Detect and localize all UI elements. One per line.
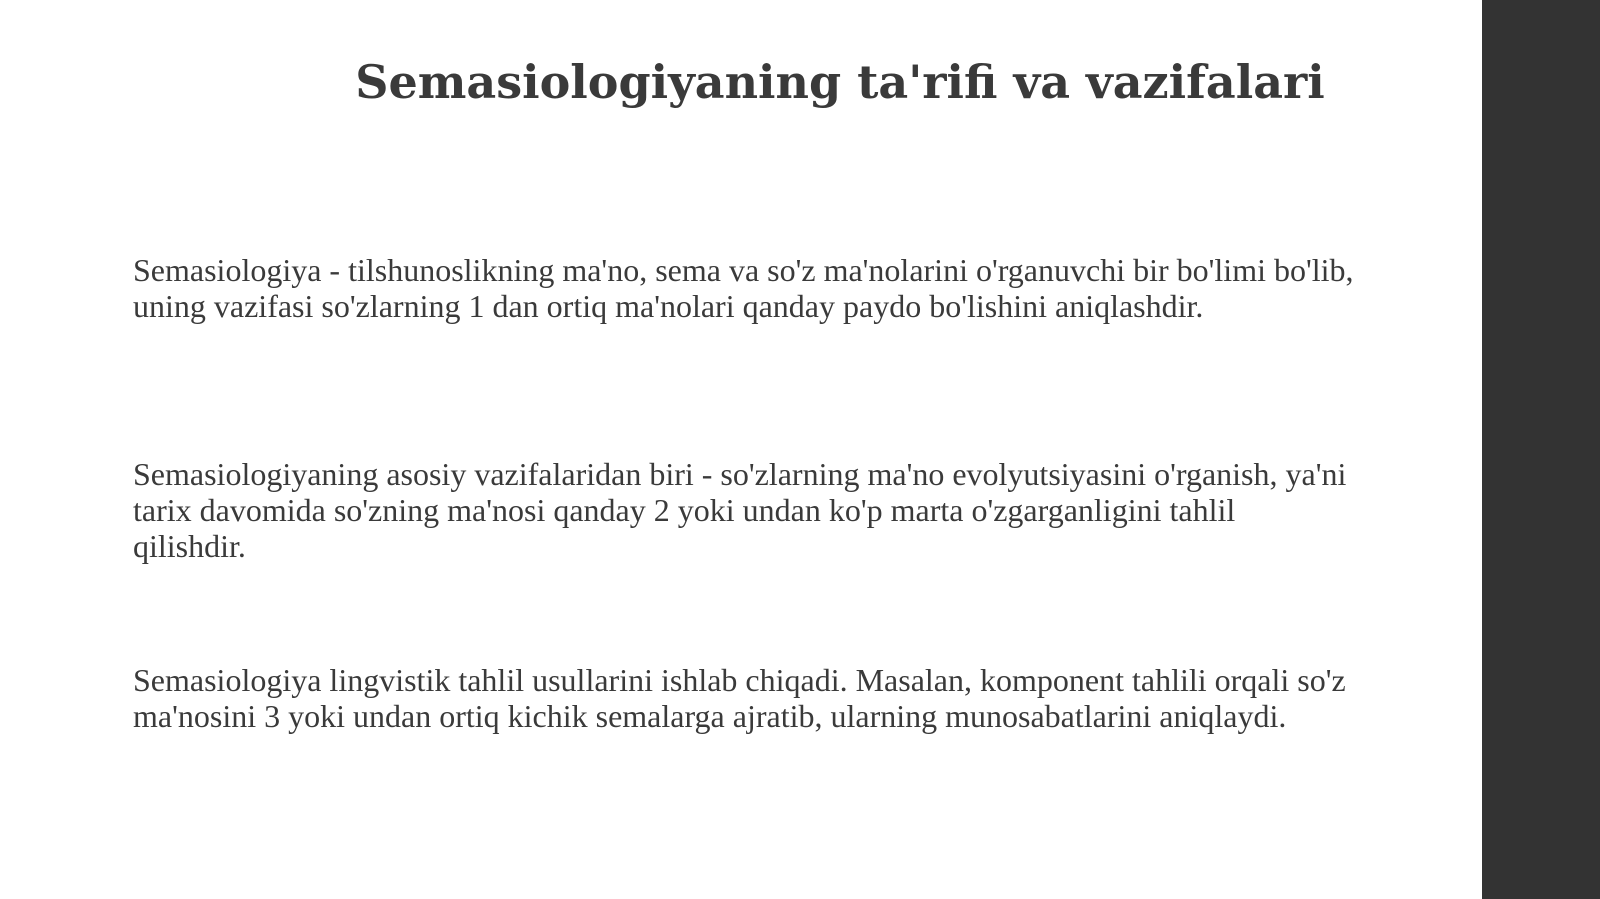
- paragraph-methods: [133, 662, 1482, 734]
- paragraph-line: ma'nosini 3 yoki undan ortiq kichik semalarga ajratib, ularning munosabatlarini aniqlaydi.: [133, 698, 1287, 734]
- paragraph-line: Semasiologiya - tilshunoslikning ma'no, sema va so'z ma'nolarini o'rganuvchi bir bo'limi bo'lib,: [133, 252, 1354, 288]
- paragraph-line: tarix davomida so'zning ma'nosi qanday 2 yoki undan ko'p marta o'zgarganligini tahlil: [133, 492, 1236, 528]
- paragraph-line: qilishdir.: [133, 528, 246, 564]
- paragraph-line: uning vazifasi so'zlarning 1 dan ortiq ma'nolari qanday paydo bo'lishini aniqlashdir.: [133, 288, 1204, 324]
- slide-title: Semasiologiyaning ta'rifi va vazifalari: [355, 55, 1325, 109]
- paragraph-evolution: [133, 456, 1482, 564]
- paragraph-line: Semasiologiyaning asosiy vazifalaridan biri - so'zlarning ma'no evolyutsiyasini o'rganish, ya'ni: [133, 456, 1347, 492]
- side-panel: [1482, 0, 1600, 899]
- paragraph-definition: [133, 252, 1482, 324]
- paragraph-line: Semasiologiya lingvistik tahlil usullarini ishlab chiqadi. Masalan, komponent tahlili orqali so'z: [133, 662, 1346, 698]
